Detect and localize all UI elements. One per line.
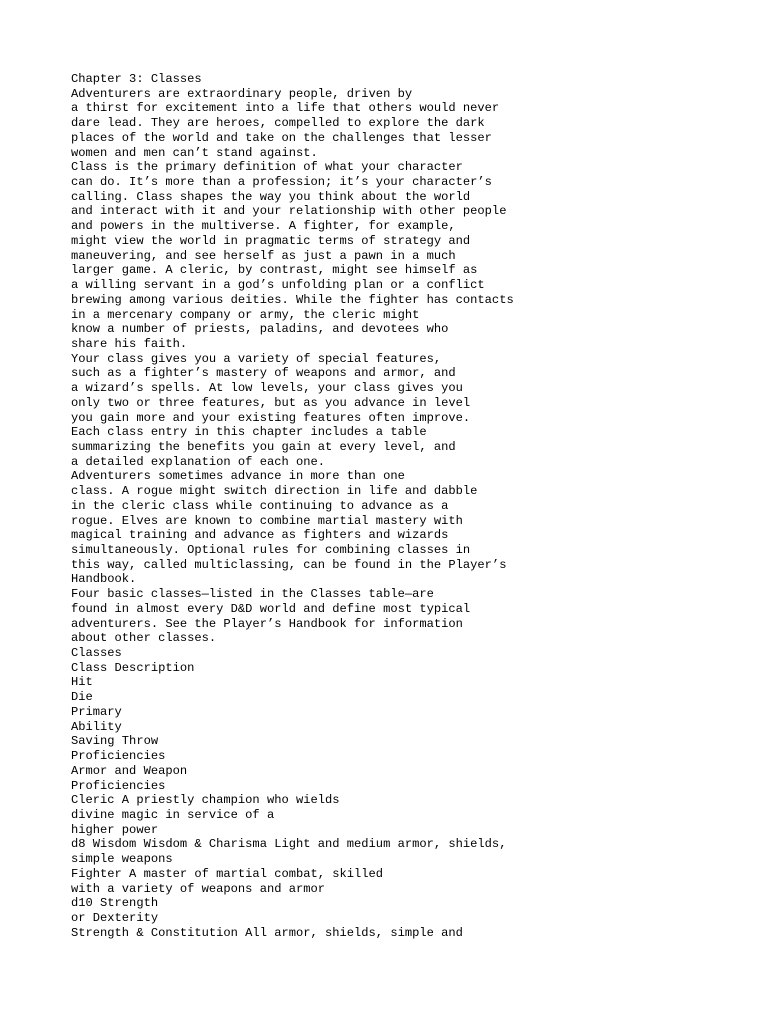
basic-classes-line: Four basic classes—listed in the Classes table—are [71, 587, 434, 602]
class-definition-line: and powers in the multiverse. A fighter, for example, [71, 219, 456, 234]
class-entry-line: summarizing the benefits you gain at every level, and [71, 439, 456, 454]
multiclass-line: Handbook. [71, 572, 137, 587]
basic-classes-line: adventurers. See the Player’s Handbook for information [71, 616, 463, 631]
table-header: Proficiencies [71, 749, 166, 764]
intro-line: a thirst for excitement into a life that others would never [71, 101, 500, 116]
table-header: Proficiencies [71, 778, 166, 793]
multiclass-line: rogue. Elves are known to combine martial mastery with [71, 513, 463, 528]
table-row-fighter: or Dexterity [71, 910, 159, 925]
table-row-fighter: Strength & Constitution All armor, shields, simple and [71, 925, 463, 940]
class-definition-line: brewing among various deities. While the fighter has contacts [71, 292, 514, 307]
class-definition-line: Class is the primary definition of what your character [71, 160, 463, 175]
class-definition-line: can do. It’s more than a profession; it’s your character’s [71, 175, 492, 190]
features-line: such as a fighter’s mastery of weapons and armor, and [71, 366, 456, 381]
table-header: Die [71, 690, 93, 705]
table-header: Primary [71, 704, 122, 719]
class-definition-line: in a mercenary company or army, the cleric might [71, 307, 420, 322]
features-line: you gain more and your existing features often improve. [71, 410, 471, 425]
table-row-cleric: higher power [71, 822, 159, 837]
table-row-fighter: with a variety of weapons and armor [71, 881, 326, 896]
table-header: Saving Throw [71, 734, 159, 749]
document-page [71, 72, 751, 940]
table-header: Ability [71, 719, 122, 734]
basic-classes-line: about other classes. [71, 631, 217, 646]
table-row-fighter: d10 Strength [71, 896, 159, 911]
basic-classes-line: found in almost every D&D world and define most typical [71, 601, 471, 616]
features-line: Your class gives you a variety of special features, [71, 351, 442, 366]
intro-line: places of the world and take on the challenges that lesser [71, 130, 492, 145]
table-row-cleric: simple weapons [71, 852, 173, 867]
multiclass-line: Adventurers sometimes advance in more than one [71, 469, 405, 484]
multiclass-line: simultaneously. Optional rules for combining classes in [71, 543, 471, 557]
intro-line: dare lead. They are heroes, compelled to explore the dark [71, 116, 485, 131]
class-definition-line: a willing servant in a god’s unfolding plan or a conflict [71, 278, 485, 293]
class-definition-line: larger game. A cleric, by contrast, might see himself as [71, 263, 478, 278]
class-definition-line: know a number of priests, paladins, and devotees who [71, 322, 449, 337]
intro-line: Adventurers are extraordinary people, driven by [71, 86, 413, 101]
features-line: only two or three features, but as you advance in level [71, 395, 471, 410]
features-line: a wizard’s spells. At low levels, your class gives you [71, 381, 463, 396]
class-definition-line: share his faith. [71, 336, 188, 351]
table-header: Hit [71, 675, 93, 690]
table-row-cleric: divine magic in service of a [71, 807, 275, 822]
intro-line: women and men can’t stand against. [71, 145, 318, 160]
multiclass-line: class. A rogue might switch direction in life and dabble [71, 484, 478, 499]
class-definition-line: calling. Class shapes the way you think about the world [71, 189, 471, 204]
table-row-fighter: Fighter A master of martial combat, skilled [71, 866, 384, 881]
class-definition-line: and interact with it and your relationship with other people [71, 204, 507, 219]
class-entry-line: Each class entry in this chapter includes a table [71, 425, 427, 440]
chapter-title: Chapter 3: Classes [71, 72, 202, 86]
table-row-cleric: d8 Wisdom Wisdom & Charisma Light and medium armor, shields, [71, 837, 507, 852]
class-definition-line: maneuvering, and see herself as just a pawn in a much [71, 248, 456, 263]
table-title: Classes [71, 646, 122, 661]
table-header: Class Description [71, 660, 195, 675]
table-row-cleric: Cleric A priestly champion who wields [71, 793, 340, 808]
multiclass-line: magical training and advance as fighters and wizards [71, 528, 449, 543]
class-entry-line: a detailed explanation of each one. [71, 454, 326, 469]
multiclass-line: in the cleric class while continuing to advance as a [71, 498, 449, 513]
table-header: Armor and Weapon [71, 763, 188, 778]
class-definition-line: might view the world in pragmatic terms of strategy and [71, 233, 471, 248]
multiclass-line: this way, called multiclassing, can be found in the Player’s [71, 557, 507, 572]
